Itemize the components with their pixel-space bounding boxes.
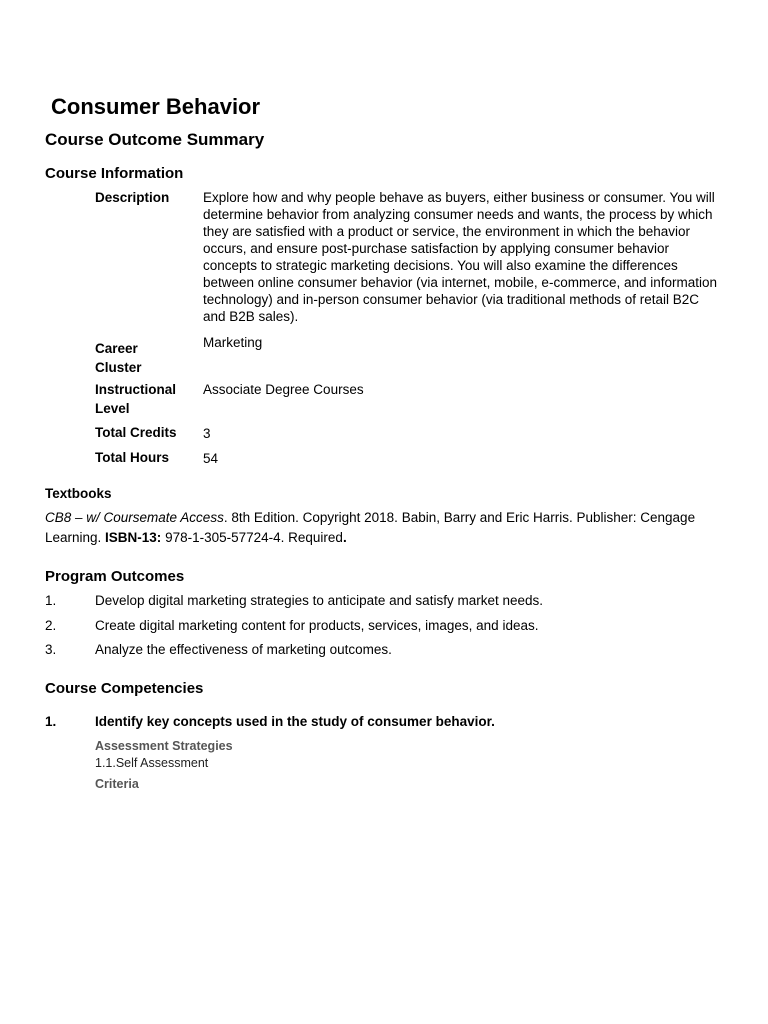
total-hours-value: 54 — [203, 451, 219, 466]
description-label: Description — [95, 190, 170, 205]
textbook-trailing-period: . — [342, 529, 347, 545]
textbook-citation — [45, 508, 725, 547]
competency-text: Identify key concepts used in the study of consumer behavior. — [95, 714, 495, 729]
isbn-value: 978-1-305-57724-4. Required — [161, 529, 343, 545]
document-title: Consumer Behavior — [51, 94, 261, 119]
textbooks-heading: Textbooks — [45, 486, 112, 501]
total-hours-label: Total Hours — [95, 450, 169, 465]
assessment-item: 1.1.Self Assessment — [95, 756, 209, 770]
course-information-heading: Course Information — [45, 165, 184, 182]
assessment-strategies-label: Assessment Strategies — [95, 739, 233, 753]
program-outcome-number: 2. — [45, 618, 57, 633]
total-credits-label: Total Credits — [95, 425, 177, 440]
program-outcome-number: 3. — [45, 642, 57, 657]
textbook-details: . 8th Edition. Copyright 2018. Babin, Barry and Eric Harris. Publisher: Cengage Learning. — [45, 510, 696, 545]
textbook-title: CB8 – w/ Coursemate Access — [45, 510, 224, 525]
competency-number: 1. — [45, 714, 57, 729]
document-subtitle: Course Outcome Summary — [45, 130, 265, 149]
total-credits-value: 3 — [203, 426, 211, 441]
instructional-level-value: Associate Degree Courses — [203, 382, 364, 397]
career-cluster-value: Marketing — [203, 335, 263, 350]
criteria-label: Criteria — [95, 777, 139, 791]
program-outcomes-heading: Program Outcomes — [45, 568, 185, 585]
career-cluster-label: Career Cluster — [95, 341, 142, 375]
course-competencies-heading: Course Competencies — [45, 680, 204, 697]
isbn-label: ISBN-13: — [105, 529, 162, 545]
instructional-level-label: Instructional Level — [95, 382, 177, 416]
program-outcome-text: Create digital marketing content for products, services, images, and ideas. — [95, 618, 539, 633]
program-outcome-text: Develop digital marketing strategies to anticipate and satisfy market needs. — [95, 593, 543, 608]
program-outcome-text: Analyze the effectiveness of marketing outcomes. — [95, 642, 392, 657]
program-outcome-number: 1. — [45, 593, 57, 608]
description-text: Explore how and why people behave as buyers, either business or consumer. You will determine behavior from analyzing consumer needs and wants, the process by which they are satisfied with a product or service, the environment in which the behavior occurs, and ensure post-purchase satisfaction by applying consumer behavior concepts to strategic marketing decisions. You will also examine the differences between online consumer behavior (via internet, mobile, e-commerce, and information technology) and in-person consumer behavior (via traditional methods of retail B2C and B2B sales). — [203, 190, 718, 324]
